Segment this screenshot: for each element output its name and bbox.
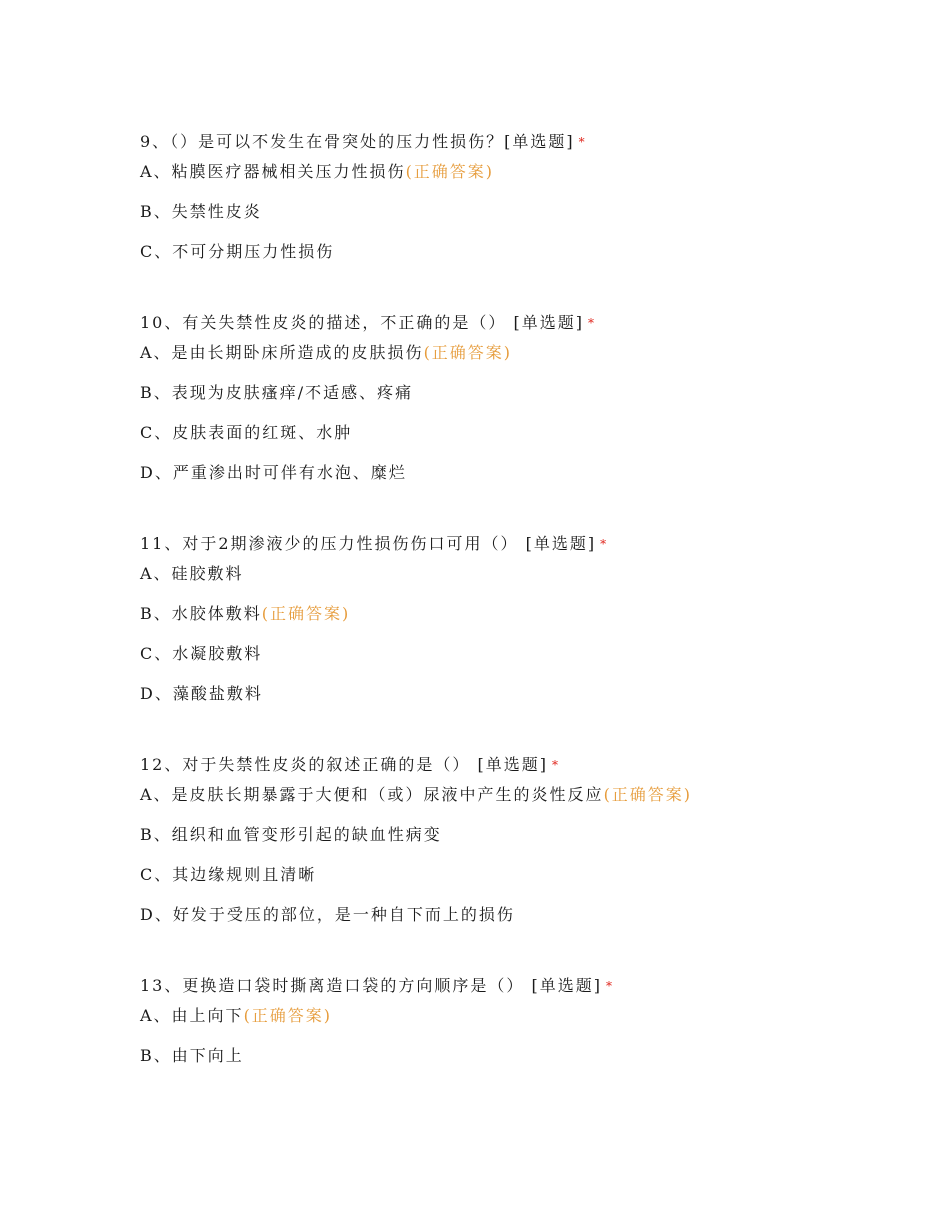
question-text: 9、（）是可以不发生在骨突处的压力性损伤？[单选题] [140, 132, 575, 151]
option-text: A、是皮肤长期暴露于大便和（或）尿液中产生的炎性反应 [140, 785, 604, 804]
required-marker: * [578, 135, 587, 149]
option-a [140, 162, 920, 182]
required-marker: * [605, 979, 614, 993]
option-text: C、不可分期压力性损伤 [140, 242, 335, 261]
option-a [140, 785, 920, 805]
required-marker: * [587, 316, 596, 330]
option-b [140, 202, 920, 222]
option-c [140, 242, 920, 262]
option-text: D、严重渗出时可伴有水泡、糜烂 [140, 463, 407, 482]
option-text: C、其边缘规则且清晰 [140, 865, 317, 884]
question-12 [140, 755, 920, 925]
option-d [140, 463, 920, 483]
option-text: A、硅胶敷料 [140, 564, 244, 583]
required-marker: * [600, 537, 609, 551]
question-11 [140, 534, 920, 704]
option-text: B、失禁性皮炎 [140, 202, 262, 221]
option-b [140, 604, 920, 624]
option-c [140, 865, 920, 885]
question-9 [140, 132, 920, 262]
option-a [140, 343, 920, 363]
question-10 [140, 313, 920, 483]
option-b [140, 1046, 920, 1066]
option-text: D、好发于受压的部位，是一种自下而上的损伤 [140, 905, 515, 924]
option-a [140, 564, 920, 584]
question-text: 13、更换造口袋时撕离造口袋的方向顺序是（） [单选题] [140, 976, 602, 995]
question-text: 10、有关失禁性皮炎的描述，不正确的是（） [单选题] [140, 313, 584, 332]
option-text: B、水胶体敷料 [140, 604, 262, 623]
question-title [140, 313, 920, 333]
option-text: B、组织和血管变形引起的缺血性病变 [140, 825, 442, 844]
option-text: B、表现为皮肤瘙痒/不适感、疼痛 [140, 383, 414, 402]
option-d [140, 905, 920, 925]
question-title [140, 976, 920, 996]
correct-answer-tag: (正确答案) [243, 1006, 333, 1025]
question-title [140, 534, 920, 554]
correct-answer-tag: (正确答案) [603, 785, 693, 804]
correct-answer-tag: (正确答案) [261, 604, 351, 623]
question-text: 12、对于失禁性皮炎的叙述正确的是（） [单选题] [140, 755, 548, 774]
option-text: D、藻酸盐敷料 [140, 684, 263, 703]
option-text: B、由下向上 [140, 1046, 244, 1065]
option-text: A、粘膜医疗器械相关压力性损伤 [140, 162, 406, 181]
option-text: A、由上向下 [140, 1006, 244, 1025]
option-a [140, 1006, 920, 1026]
correct-answer-tag: (正确答案) [405, 162, 495, 181]
question-13 [140, 976, 920, 1066]
quiz-page [140, 132, 920, 1117]
question-title [140, 755, 920, 775]
option-b [140, 825, 920, 845]
correct-answer-tag: (正确答案) [423, 343, 513, 362]
option-c [140, 423, 920, 443]
option-b [140, 383, 920, 403]
question-title [140, 132, 920, 152]
option-text: A、是由长期卧床所造成的皮肤损伤 [140, 343, 424, 362]
option-d [140, 684, 920, 704]
option-text: C、皮肤表面的红斑、水肿 [140, 423, 353, 442]
option-c [140, 644, 920, 664]
required-marker: * [551, 758, 560, 772]
option-text: C、水凝胶敷料 [140, 644, 263, 663]
question-text: 11、对于2期渗液少的压力性损伤伤口可用（） [单选题] [140, 534, 597, 553]
